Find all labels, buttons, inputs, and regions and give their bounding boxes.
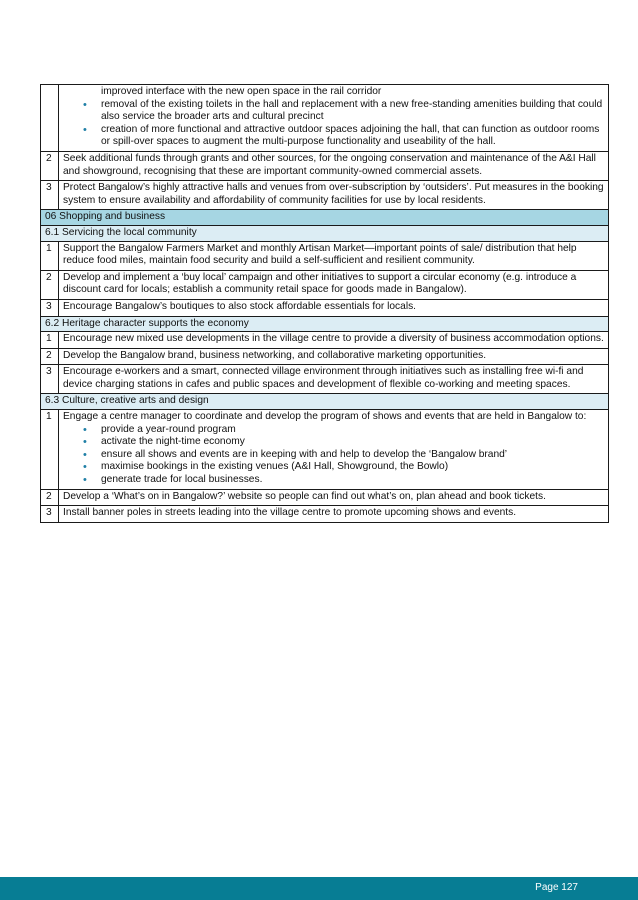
list-item: • removal of the existing toilets in the hall and replacement with a new free-standing amenities building that could also service the broader arts and cultural precinct <box>101 99 605 124</box>
bullet-list <box>63 86 605 149</box>
subsection-heading-row <box>41 225 609 241</box>
table-row <box>41 85 609 152</box>
list-item: • activate the night-time economy <box>101 436 605 449</box>
row-number: 1 <box>41 410 59 490</box>
table-row <box>41 181 609 210</box>
table-row <box>41 365 609 394</box>
table-row <box>41 241 609 270</box>
row-number: 3 <box>41 181 59 210</box>
section-heading-row <box>41 210 609 226</box>
list-item: • maximise bookings in the existing venues (A&I Hall, Showground, the Bowlo) <box>101 461 605 474</box>
row-number: 2 <box>41 151 59 180</box>
section-heading: 06 Shopping and business <box>41 210 609 226</box>
footer-bar <box>0 877 638 900</box>
row-text: Develop and implement a ‘buy local’ campaign and other initiatives to support a circular economy (e.g. introduce a discount card for locals; establish a community retail space for goods made in Bangalow). <box>59 270 609 299</box>
row-text: Install banner poles in streets leading into the village centre to promote upcoming shows and events. <box>59 506 609 523</box>
table-row <box>41 332 609 349</box>
subsection-heading-row <box>41 394 609 410</box>
row-text: Encourage Bangalow’s boutiques to also stock affordable essentials for locals. <box>59 299 609 316</box>
row-text: Encourage new mixed use developments in the village centre to provide a diversity of business accommodation options. <box>59 332 609 349</box>
row-text: Develop a ‘What’s on in Bangalow?’ website so people can find out what’s on, plan ahead and book tickets. <box>59 489 609 506</box>
row-number: 2 <box>41 270 59 299</box>
row-number: 3 <box>41 299 59 316</box>
row-number: 3 <box>41 506 59 523</box>
subsection-heading: 6.1 Servicing the local community <box>41 225 609 241</box>
page-number: Page 127 <box>535 882 578 893</box>
list-item: • generate trade for local businesses. <box>101 474 605 487</box>
row-number: 1 <box>41 332 59 349</box>
action-table <box>40 84 609 523</box>
row-text: Protect Bangalow’s highly attractive halls and venues from over-subscription by ‘outsiders’. Put measures in the booking system to ensure availability and affordability of community facilities for use by local residents. <box>59 181 609 210</box>
list-item: • provide a year-round program <box>101 424 605 437</box>
table-row <box>41 506 609 523</box>
row-number: 2 <box>41 348 59 365</box>
list-item: • creation of more functional and attractive outdoor spaces adjoining the hall, that can function as outdoor rooms or spill-over spaces to augment the multi-purpose functionality and useability of the hall. <box>101 124 605 149</box>
table-row <box>41 270 609 299</box>
row-text: Encourage e-workers and a smart, connected village environment through initiatives such as installing free wi-fi and device charging stations in cafes and public spaces and development of flexible co-working and meeting spaces. <box>59 365 609 394</box>
table-row <box>41 410 609 490</box>
subsection-heading: 6.2 Heritage character supports the economy <box>41 316 609 332</box>
table-row <box>41 151 609 180</box>
row-text: Seek additional funds through grants and other sources, for the ongoing conservation and maintenance of the A&I Hall and showground, recognising that these are important community-owned commercial assets. <box>59 151 609 180</box>
row-number: 3 <box>41 365 59 394</box>
list-item: • ensure all shows and events are in keeping with and help to develop the ‘Bangalow brand’ <box>101 449 605 462</box>
list-item: improved interface with the new open space in the rail corridor <box>101 86 382 97</box>
table-row <box>41 299 609 316</box>
row-number: 1 <box>41 241 59 270</box>
subsection-heading-row <box>41 316 609 332</box>
row-number: 2 <box>41 489 59 506</box>
row-text: Support the Bangalow Farmers Market and monthly Artisan Market—important points of sale/ distribution that help reduce food miles, maintain food security and build a self-sufficient and resilient community. <box>59 241 609 270</box>
bullet-list <box>63 424 605 487</box>
row-text <box>59 410 609 490</box>
row-number <box>41 85 59 152</box>
subsection-heading: 6.3 Culture, creative arts and design <box>41 394 609 410</box>
row-text <box>59 85 609 152</box>
table-row <box>41 489 609 506</box>
row-intro-text: Engage a centre manager to coordinate and develop the program of shows and events that are held in Bangalow to: <box>63 411 587 423</box>
table-row <box>41 348 609 365</box>
row-text: Develop the Bangalow brand, business networking, and collaborative marketing opportunities. <box>59 348 609 365</box>
